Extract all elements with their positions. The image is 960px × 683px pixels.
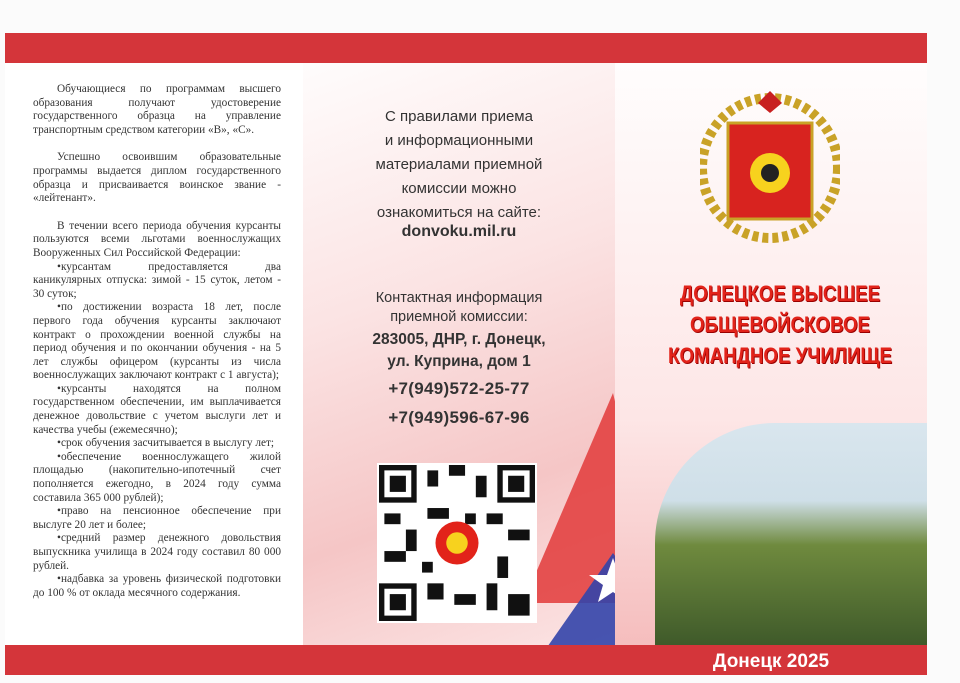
title-line: КОМАНДНОЕ УЧИЛИЩЕ [668,343,892,368]
left-panel [5,33,303,675]
benefit-item: •срок обучения засчитывается в выслугу лет; [57,437,275,450]
intro-line: материалами приемной [375,156,543,173]
top-band [5,33,303,63]
intro-line: комиссии можно [401,180,517,197]
qr-code-icon [379,465,535,621]
intro-line: С правилами приема [385,108,533,125]
right-panel [615,33,927,675]
paragraph: В течении всего периода обучения курсанты пользуются всеми льготами военнослужащих Вооруженных Сил Российской Федерации: [33,219,281,259]
contact-heading [303,289,615,327]
middle-panel [303,33,615,675]
intro-line: ознакомиться на сайте: [376,204,542,221]
title-line: ДОНЕЦКОЕ ВЫСШЕЕ [679,281,881,306]
paragraph: Обучающиеся по программам высшего образования получают удостоверение государственного образца на управление транспортным средством категории «В», «С». [33,83,281,136]
school-title [657,278,904,371]
benefit-item: •курсанты находятся на полном государственном обеспечении, им выплачивается денежное довольствие с учетом выслуги лет и качества учебы (ежемесячно); [33,382,281,436]
benefit-item: •обеспечение военнослужащего жилой площадью (накопительно-ипотечный счет пополняется ежегодно, в 2024 году сумма составила 365 000 рублей); [33,450,281,504]
title-line: ОБЩЕВОЙСКОВОЕ [689,312,871,337]
website-link[interactable]: donvoku.mil.ru [401,223,517,240]
intro-line: и информационными [384,132,534,149]
school-emblem-icon [700,73,840,243]
intro-text [303,105,615,225]
cadets-photo [655,423,927,645]
phone-1[interactable]: +7(949)572-25-77 [388,379,530,398]
contact-line: Контактная информация [375,290,543,306]
benefit-item: •по достижении возраста 18 лет, после первого года обучения курсанты заключают контракт о прохождении военной службы на период обучения и по окончании обучения - на 5 лет службы офицером (курсанты из числа военнослужащих заключают контракт с 1 августа); [33,301,281,382]
benefits-text [33,83,281,600]
address-line: ул. Куприна, дом 1 [387,353,531,370]
phone-2[interactable]: +7(949)596-67-96 [388,408,530,427]
qr-code[interactable] [377,463,537,623]
top-band [615,33,927,63]
paragraph: Успешно освоившим образовательные программы выдается диплом государственного образца и присваивается воинское звание - «лейтенант». [33,151,281,205]
footer-city-year: Донецк 2025 [712,651,830,672]
contact-line: приемной комиссии: [390,309,528,325]
benefit-item: •надбавка за уровень физической подготовки до 100 % от оклада месячного содержания. [33,573,281,599]
address [303,329,615,373]
top-band [303,33,615,63]
bottom-band [5,645,303,675]
benefit-item: •право на пенсионное обеспечение при выслуге 20 лет и более; [33,505,281,531]
benefit-item: •средний размер денежного довольствия выпускника училища в 2024 году составил 80 000 рублей. [33,532,281,572]
address-line: 283005, ДНР, г. Донецк, [372,331,546,348]
benefit-item: •курсантам предоставляется два каникулярных отпуска: зимой - 15 суток, летом - 30 суток; [33,260,281,300]
bottom-band [303,645,615,675]
